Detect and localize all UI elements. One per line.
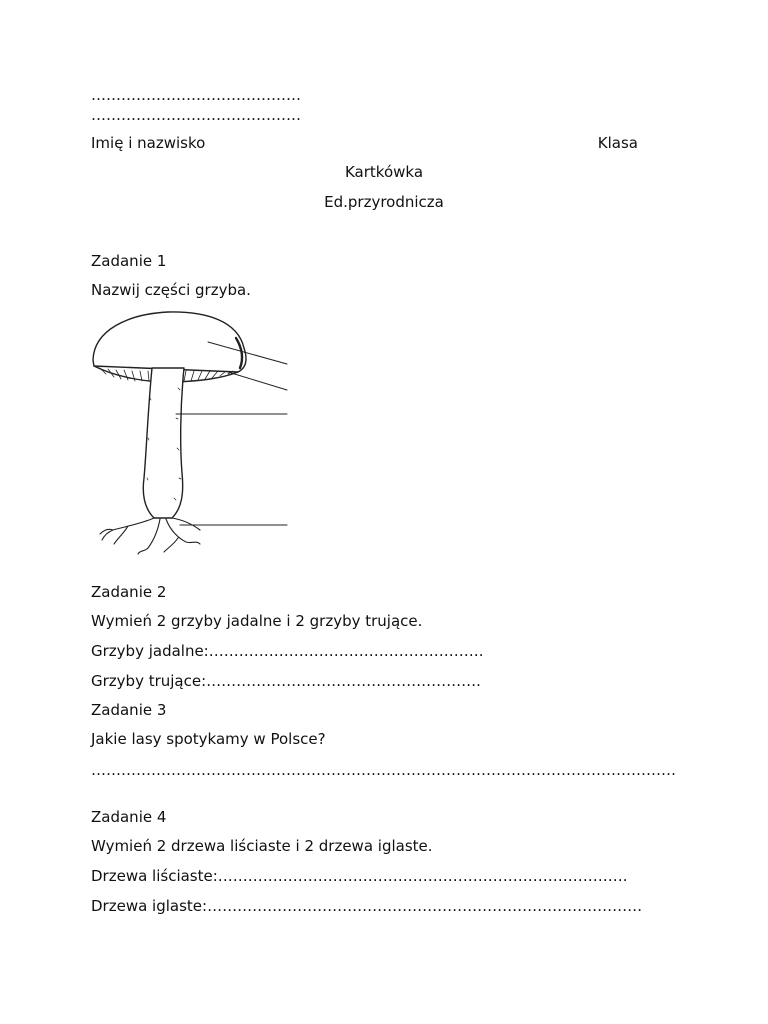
mushroom-mycelium: [100, 518, 200, 554]
name-label: Imię i nazwisko: [91, 134, 206, 152]
task-prompt: Wymień 2 drzewa liściaste i 2 drzewa iglaste.: [91, 837, 433, 855]
task-prompt: Wymień 2 grzyby jadalne i 2 grzyby trujące.: [91, 612, 423, 630]
mushroom-illustration: [88, 308, 328, 572]
dotted-line: ……………………………………: [91, 86, 301, 104]
task-prompt: Nazwij części grzyba.: [91, 281, 251, 299]
mushroom-cap: [93, 312, 246, 372]
task-heading: Zadanie 1: [91, 252, 167, 270]
label-line: [228, 372, 287, 390]
answer-line-edible: Grzyby jadalne:……………………………………………….: [91, 642, 484, 660]
task-heading: Zadanie 4: [91, 808, 167, 826]
task-heading: Zadanie 3: [91, 701, 167, 719]
class-label: Klasa: [597, 134, 638, 152]
answer-line-poisonous: Grzyby trujące:……………………………………………….: [91, 672, 481, 690]
dotted-line: ……………………………………: [91, 106, 301, 124]
answer-line-deciduous: Drzewa liściaste:……………………………………………………………………….: [91, 867, 628, 885]
task-prompt: Jakie lasy spotykamy w Polsce?: [91, 730, 326, 748]
name-class-row: [91, 134, 638, 152]
answer-line-coniferous: Drzewa iglaste:……………………………………………………………………………: [91, 897, 643, 915]
answer-line-forests: ………………………………………………………………………………………………………: [91, 761, 676, 779]
page-title: Kartkówka: [344, 163, 424, 181]
subject-title: Ed.przyrodnicza: [324, 193, 444, 211]
task-heading: Zadanie 2: [91, 583, 167, 601]
mushroom-stem: [143, 368, 184, 518]
